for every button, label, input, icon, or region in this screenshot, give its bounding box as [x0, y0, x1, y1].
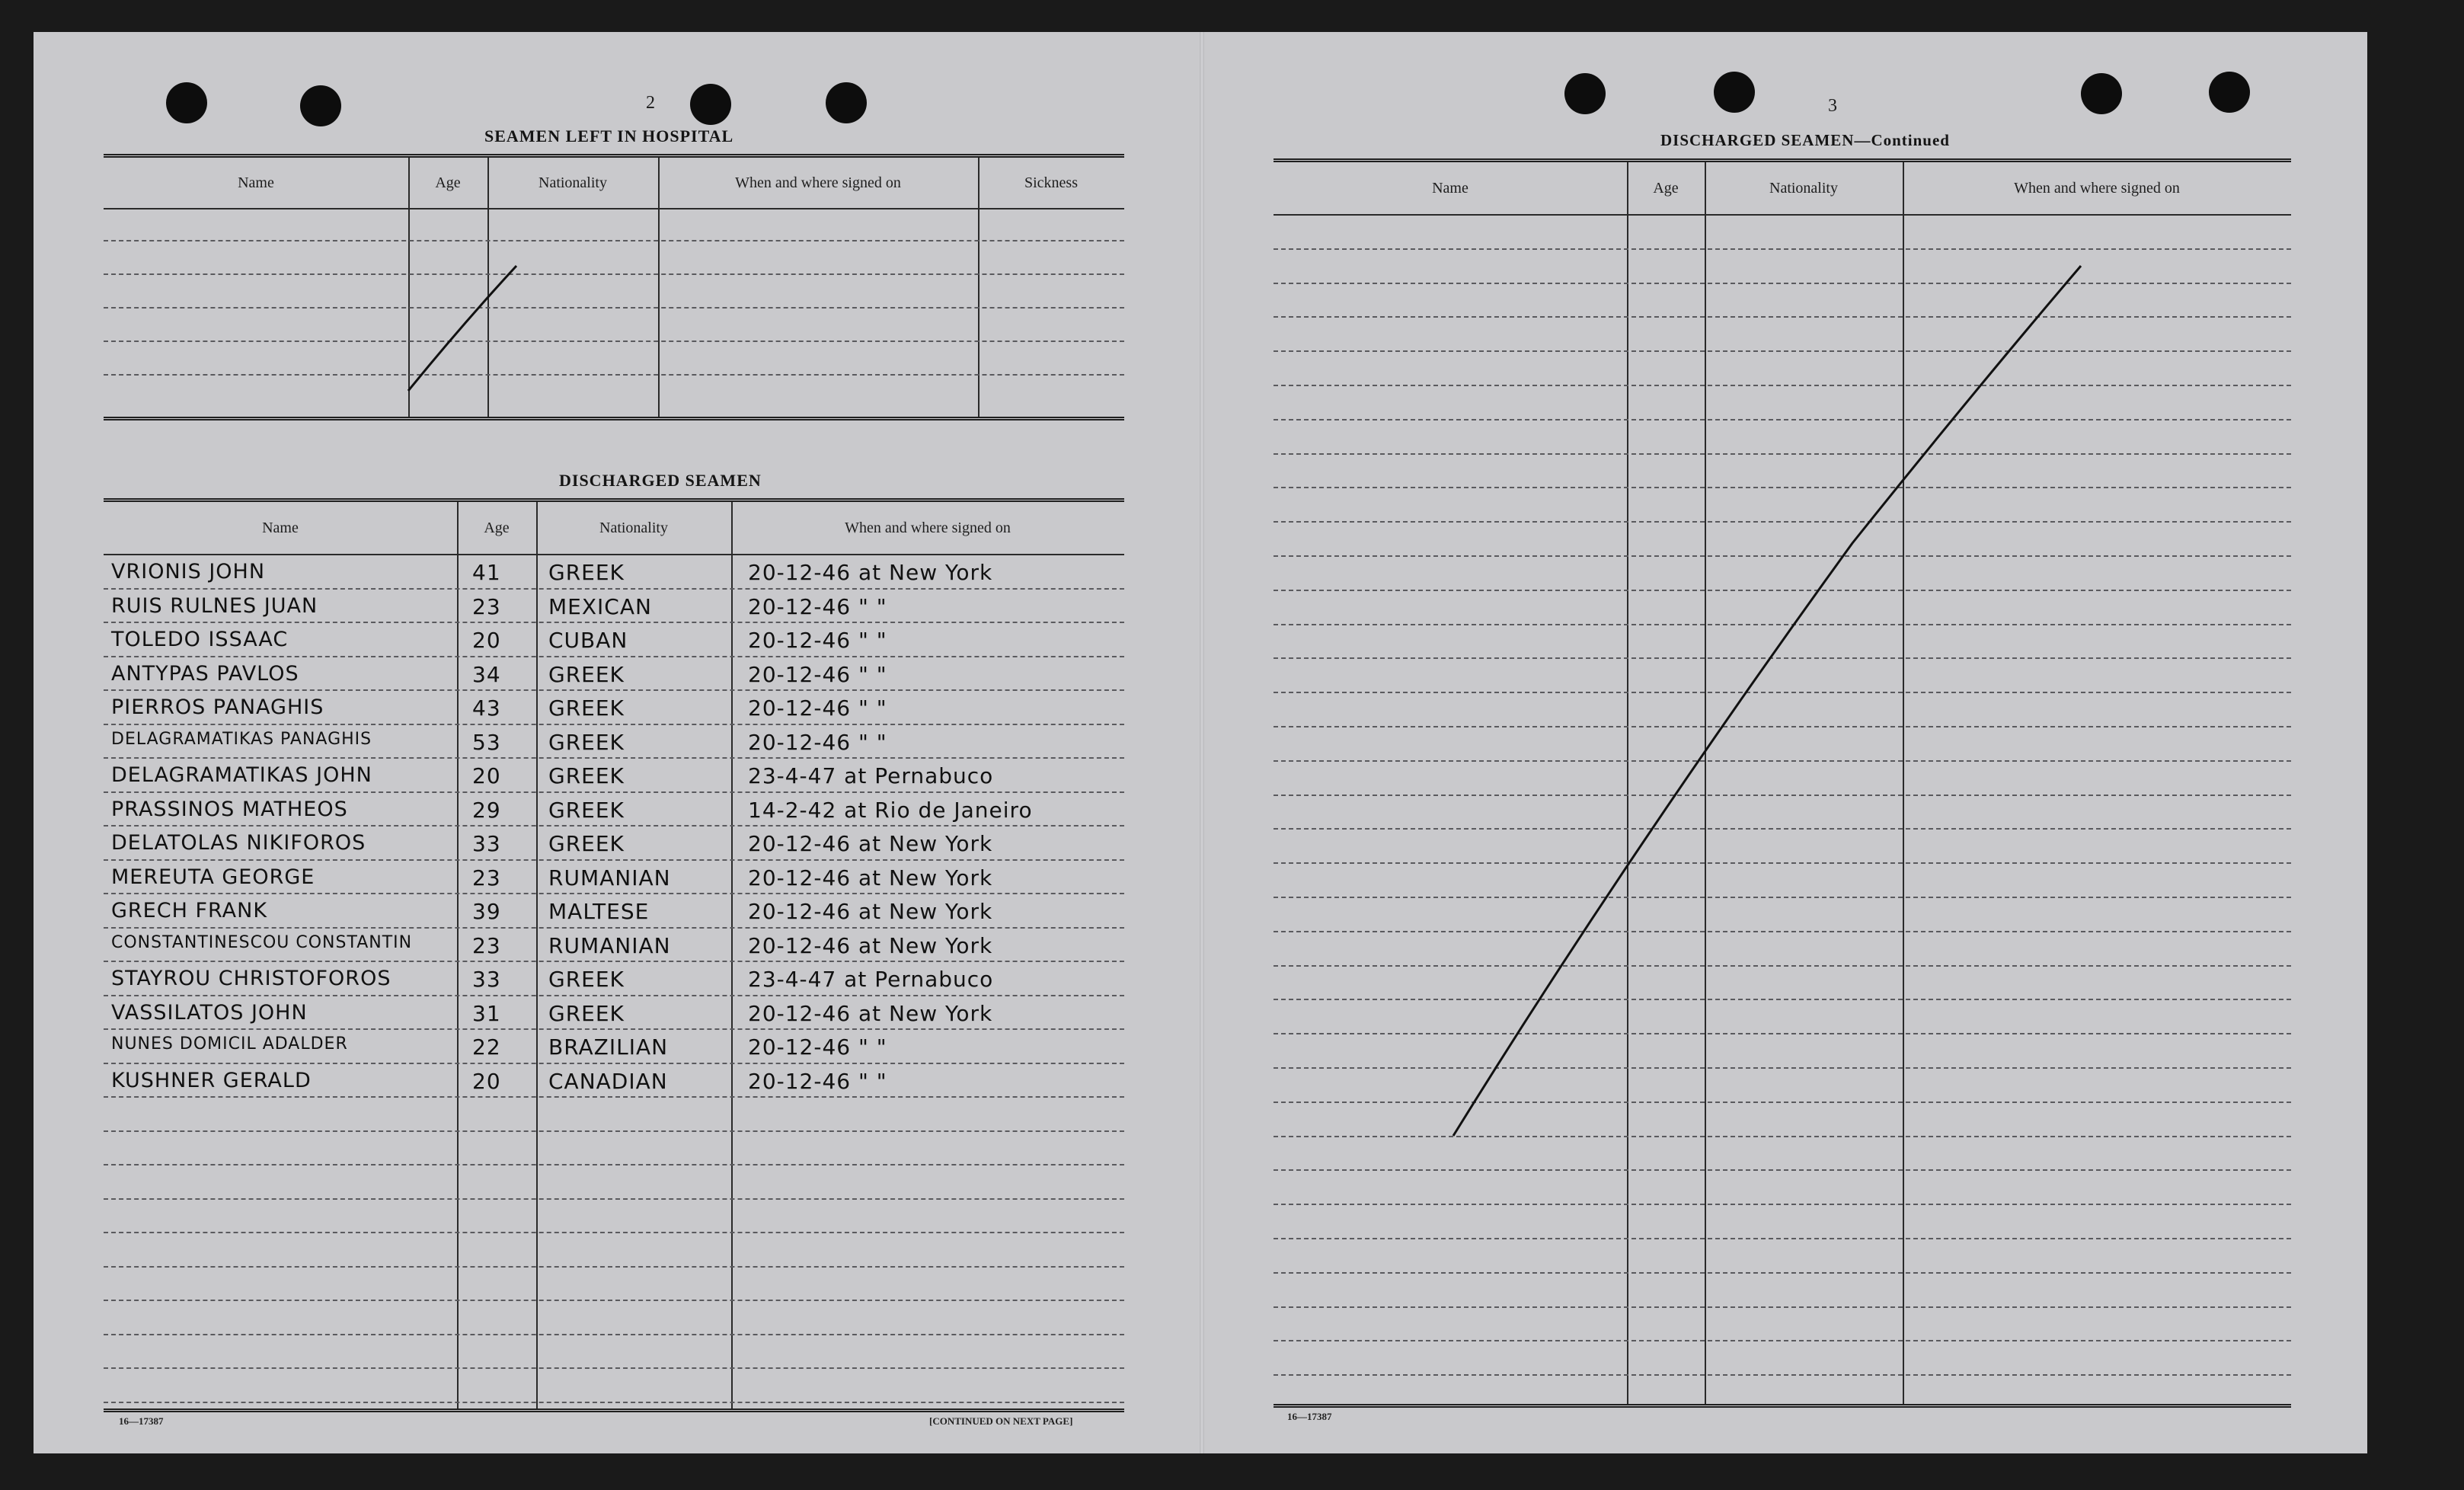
seaman-nationality: GREEK — [548, 831, 625, 856]
seaman-signed-on: 23-4-47 at Pernabuco — [748, 967, 994, 992]
seaman-name: PRASSINOS MATHEOS — [111, 797, 348, 821]
column-header-age: Age — [435, 174, 461, 191]
column-divider — [536, 502, 538, 1408]
row-rule — [104, 1300, 1124, 1301]
column-header-name: Name — [1432, 179, 1468, 197]
page-number: 2 — [646, 93, 655, 113]
seaman-signed-on: 20-12-46 at New York — [748, 865, 993, 890]
row-rule — [104, 859, 1124, 861]
seaman-age: 23 — [472, 593, 501, 619]
seaman-name: STAYROU CHRISTOFOROS — [111, 967, 391, 990]
row-rule — [104, 1130, 1124, 1132]
seaman-age: 33 — [472, 967, 501, 992]
seaman-signed-on: 20-12-46 at New York — [748, 1000, 993, 1026]
seaman-nationality: GREEK — [548, 560, 625, 585]
form-number: 16—17387 — [1287, 1411, 1332, 1422]
seaman-signed-on: 20-12-46 at New York — [748, 560, 993, 585]
seaman-name: MEREUTA GEORGE — [111, 865, 315, 889]
seaman-age: 31 — [472, 1000, 501, 1026]
row-rule — [104, 791, 1124, 793]
row-rule — [104, 1063, 1124, 1064]
hospital-table — [104, 154, 1124, 420]
column-header-age: Age — [484, 519, 510, 536]
seaman-signed-on: 20-12-46 at New York — [748, 899, 993, 924]
row-rule — [104, 656, 1124, 657]
discharged-section-title: DISCHARGED SEAMEN — [559, 471, 762, 490]
seaman-nationality: RUMANIAN — [548, 932, 671, 958]
seaman-age: 34 — [472, 661, 501, 687]
form-number: 16—17387 — [119, 1415, 164, 1427]
column-header-signed-on: When and where signed on — [735, 174, 901, 191]
seaman-age: 33 — [472, 831, 501, 856]
row-rule — [104, 757, 1124, 759]
seaman-signed-on: 20-12-46 " " — [748, 1068, 887, 1094]
seaman-name: PIERROS PANAGHIS — [111, 695, 324, 719]
seaman-nationality: MEXICAN — [548, 593, 652, 619]
seaman-age: 29 — [472, 797, 501, 823]
column-divider — [731, 502, 733, 1408]
row-rule — [104, 622, 1124, 623]
column-header-signed-on: When and where signed on — [2014, 179, 2180, 197]
strike-through-mark — [1274, 162, 2291, 1404]
seaman-signed-on: 14-2-42 at Rio de Janeiro — [748, 797, 1033, 823]
seaman-signed-on: 20-12-46 " " — [748, 661, 887, 687]
seaman-nationality: GREEK — [548, 729, 625, 755]
discharged-table — [104, 498, 1124, 1412]
seaman-nationality: GREEK — [548, 695, 625, 721]
seaman-name: KUSHNER GERALD — [111, 1068, 312, 1092]
row-rule — [104, 1334, 1124, 1335]
seaman-nationality: CANADIAN — [548, 1068, 668, 1094]
seaman-age: 20 — [472, 1068, 501, 1094]
seaman-nationality: RUMANIAN — [548, 865, 671, 890]
row-rule — [104, 961, 1124, 962]
seaman-name: ANTYPAS PAVLOS — [111, 661, 299, 686]
page-fold — [1200, 32, 1204, 1453]
seaman-name: DELATOLAS NIKIFOROS — [111, 831, 366, 855]
seaman-name: GRECH FRANK — [111, 899, 268, 922]
seaman-name: VASSILATOS JOHN — [111, 1000, 308, 1025]
seaman-signed-on: 20-12-46 " " — [748, 1034, 887, 1060]
seaman-age: 39 — [472, 899, 501, 924]
continued-note: [CONTINUED ON NEXT PAGE] — [929, 1415, 1073, 1427]
seaman-name: NUNES DOMICIL ADALDER — [111, 1034, 348, 1054]
seaman-signed-on: 20-12-46 " " — [748, 593, 887, 619]
seaman-nationality: BRAZILIAN — [548, 1034, 669, 1060]
seaman-age: 20 — [472, 763, 501, 788]
document-sheet — [34, 32, 2367, 1453]
strike-through-mark — [104, 158, 1124, 417]
column-header-name: Name — [238, 174, 274, 191]
seaman-name: VRIONIS JOHN — [111, 560, 266, 584]
column-header-signed-on: When and where signed on — [845, 519, 1011, 536]
seaman-nationality: GREEK — [548, 797, 625, 823]
seaman-nationality: GREEK — [548, 1000, 625, 1026]
seaman-nationality: GREEK — [548, 661, 625, 687]
row-rule — [104, 724, 1124, 725]
seaman-signed-on: 20-12-46 at New York — [748, 831, 993, 856]
row-rule — [104, 1164, 1124, 1165]
seaman-age: 23 — [472, 865, 501, 890]
seaman-signed-on: 20-12-46 " " — [748, 695, 887, 721]
discharged-continued-table — [1274, 158, 2291, 1408]
discharged-continued-title: DISCHARGED SEAMEN—Continued — [1660, 131, 1950, 149]
row-rule — [104, 689, 1124, 691]
row-rule — [104, 1402, 1124, 1403]
column-header-age: Age — [1653, 179, 1679, 197]
seaman-name: RUIS RULNES JUAN — [111, 593, 318, 618]
seaman-signed-on: 20-12-46 at New York — [748, 932, 993, 958]
row-rule — [104, 1232, 1124, 1233]
seaman-age: 53 — [472, 729, 501, 755]
row-rule — [104, 1198, 1124, 1200]
hospital-section-title: SEAMEN LEFT IN HOSPITAL — [484, 126, 734, 145]
row-rule — [104, 995, 1124, 996]
row-rule — [104, 1266, 1124, 1268]
seaman-signed-on: 20-12-46 " " — [748, 628, 887, 653]
seaman-age: 23 — [472, 932, 501, 958]
seaman-nationality: MALTESE — [548, 899, 650, 924]
column-header-nationality: Nationality — [1769, 179, 1838, 197]
seaman-nationality: CUBAN — [548, 628, 628, 653]
column-header-nationality: Nationality — [599, 519, 668, 536]
row-rule — [104, 893, 1124, 894]
right-page — [1274, 32, 2302, 1453]
row-rule — [104, 927, 1124, 929]
seaman-name: TOLEDO ISSAAC — [111, 628, 289, 651]
seaman-signed-on: 20-12-46 " " — [748, 729, 887, 755]
seaman-name: DELAGRAMATIKAS PANAGHIS — [111, 729, 372, 749]
column-header-nationality: Nationality — [539, 174, 607, 191]
seaman-age: 20 — [472, 628, 501, 653]
seaman-signed-on: 23-4-47 at Pernabuco — [748, 763, 994, 788]
seaman-age: 41 — [472, 560, 501, 585]
page-number: 3 — [1828, 96, 1837, 116]
discharged-table-header — [104, 502, 1124, 555]
left-page — [104, 32, 1136, 1453]
row-rule — [104, 1367, 1124, 1369]
seaman-nationality: GREEK — [548, 967, 625, 992]
seaman-nationality: GREEK — [548, 763, 625, 788]
seaman-name: DELAGRAMATIKAS JOHN — [111, 763, 372, 787]
row-rule — [104, 588, 1124, 590]
seaman-age: 43 — [472, 695, 501, 721]
seaman-age: 22 — [472, 1034, 501, 1060]
seaman-name: CONSTANTINESCOU CONSTANTIN — [111, 932, 413, 952]
column-divider — [457, 502, 459, 1408]
row-rule — [104, 1028, 1124, 1030]
column-header-sickness: Sickness — [1024, 174, 1078, 191]
row-rule — [104, 1096, 1124, 1098]
row-rule — [104, 825, 1124, 827]
column-header-name: Name — [262, 519, 299, 536]
